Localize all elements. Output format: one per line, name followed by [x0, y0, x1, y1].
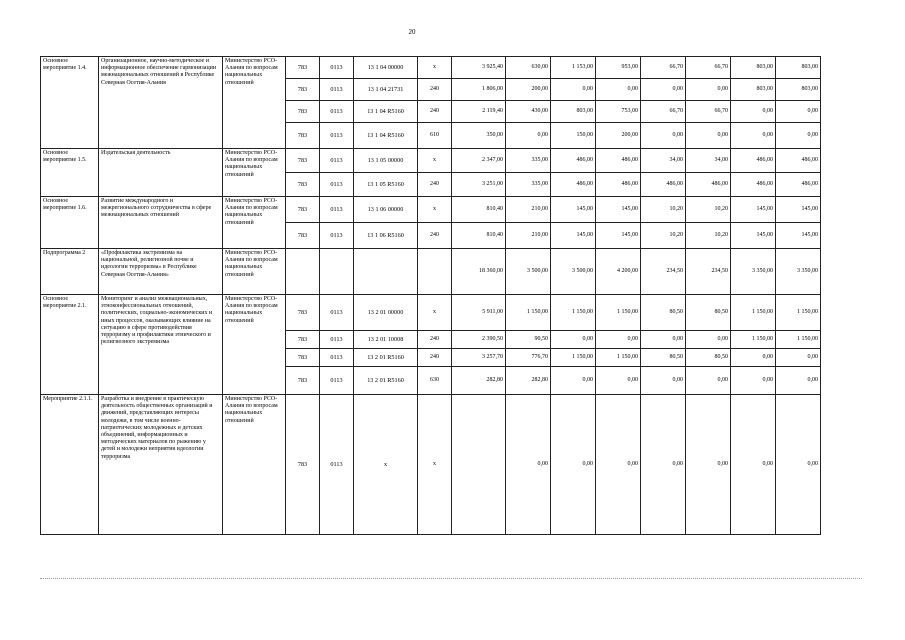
total-amount-cell: 2 119,40: [452, 101, 506, 123]
section-code-cell: [320, 249, 354, 295]
year-amount-cell: 282,80: [506, 367, 551, 395]
total-amount-cell: 282,80: [452, 367, 506, 395]
year-amount-cell: 1 150,00: [731, 295, 776, 331]
section-code-cell: 0113: [320, 349, 354, 367]
year-amount-cell: 0,00: [551, 331, 596, 349]
target-article-cell: 13 1 06 R5160: [354, 223, 418, 249]
total-amount-cell: 810,40: [452, 197, 506, 223]
year-amount-cell: 0,00: [776, 123, 821, 149]
group-name-cell: Основное мероприятие 1.5.: [41, 149, 99, 197]
year-amount-cell: 486,00: [551, 149, 596, 173]
expense-type-cell: 240: [418, 101, 452, 123]
expense-type-cell: x: [418, 395, 452, 535]
year-amount-cell: 0,00: [596, 331, 641, 349]
target-article-cell: x: [354, 395, 418, 535]
year-amount-cell: 0,00: [776, 367, 821, 395]
total-amount-cell: 3 251,00: [452, 173, 506, 197]
year-amount-cell: 150,00: [551, 123, 596, 149]
year-amount-cell: 0,00: [686, 331, 731, 349]
target-article-cell: 13 1 04 R5160: [354, 101, 418, 123]
year-amount-cell: 34,00: [686, 149, 731, 173]
year-amount-cell: 0,00: [731, 395, 776, 535]
year-amount-cell: 1 150,00: [776, 331, 821, 349]
year-amount-cell: 753,00: [596, 101, 641, 123]
year-amount-cell: 0,00: [641, 367, 686, 395]
total-amount-cell: 2 390,50: [452, 331, 506, 349]
total-amount-cell: 5 911,00: [452, 295, 506, 331]
year-amount-cell: 145,00: [551, 223, 596, 249]
target-article-cell: 13 2 01 R5160: [354, 349, 418, 367]
year-amount-cell: 80,50: [686, 349, 731, 367]
page-bottom-rule: [40, 578, 862, 579]
total-amount-cell: 3 925,40: [452, 57, 506, 79]
target-article-cell: 13 2 01 R5160: [354, 367, 418, 395]
target-article-cell: 13 2 01 00000: [354, 295, 418, 331]
year-amount-cell: 0,00: [731, 101, 776, 123]
year-amount-cell: 90,50: [506, 331, 551, 349]
total-amount-cell: 810,40: [452, 223, 506, 249]
year-amount-cell: 145,00: [596, 223, 641, 249]
group-name-cell: Подпрограмма 2: [41, 249, 99, 295]
year-amount-cell: 0,00: [776, 101, 821, 123]
group-description-cell: Мониторинг и анализ межнациональных, этноконфессиональных отношений, политических, социально-экономических и иных процессов, оказывающих влияние на ситуацию в сфере противодействия терроризму и профилактики этнического и религиозного экстремизма: [99, 295, 223, 395]
year-amount-cell: 66,70: [686, 57, 731, 79]
grbs-code-cell: 783: [286, 367, 320, 395]
expense-type-cell: 240: [418, 223, 452, 249]
year-amount-cell: 66,70: [641, 101, 686, 123]
grbs-code-cell: 783: [286, 223, 320, 249]
year-amount-cell: 0,00: [686, 367, 731, 395]
group-executor-cell: Министерство РСО-Алания по вопросам национальных отношений: [223, 295, 286, 395]
year-amount-cell: 1 150,00: [596, 349, 641, 367]
year-amount-cell: 210,00: [506, 197, 551, 223]
year-amount-cell: 0,00: [551, 79, 596, 101]
year-amount-cell: 1 150,00: [551, 349, 596, 367]
year-amount-cell: 803,00: [776, 57, 821, 79]
year-amount-cell: 200,00: [506, 79, 551, 101]
group-name-cell: Основное мероприятие 1.4.: [41, 57, 99, 149]
target-article-cell: 13 1 06 00000: [354, 197, 418, 223]
year-amount-cell: 0,00: [596, 79, 641, 101]
year-amount-cell: 0,00: [731, 367, 776, 395]
year-amount-cell: 0,00: [551, 395, 596, 535]
target-article-cell: [354, 249, 418, 295]
expense-type-cell: 610: [418, 123, 452, 149]
year-amount-cell: 3 500,00: [506, 249, 551, 295]
year-amount-cell: 145,00: [776, 223, 821, 249]
year-amount-cell: 486,00: [776, 173, 821, 197]
year-amount-cell: 0,00: [731, 123, 776, 149]
year-amount-cell: 10,20: [641, 223, 686, 249]
total-amount-cell: 3 257,70: [452, 349, 506, 367]
group-executor-cell: Министерство РСО-Алания по вопросам национальных отношений: [223, 149, 286, 197]
group-description-cell: «Профилактика экстремизма на национальной, религиозной почве и идеологии терроризма» в Республике Северная Осетия-Алания»: [99, 249, 223, 295]
group-description-cell: Разработка и внедрение в практическую деятельность общественных организаций и движений, представляющих интересы молодежи, в том числе военно-патриотических молодежных и детских объединений, информационных и методических материалов по рыжению у детей и молодежи неприятия идеологии терроризма: [99, 395, 223, 535]
year-amount-cell: 0,00: [641, 331, 686, 349]
year-amount-cell: 953,00: [596, 57, 641, 79]
year-amount-cell: 0,00: [506, 395, 551, 535]
year-amount-cell: 145,00: [731, 197, 776, 223]
table-row: [41, 395, 862, 535]
section-code-cell: 0113: [320, 173, 354, 197]
year-amount-cell: 803,00: [731, 57, 776, 79]
page-number: 20: [408, 28, 416, 36]
year-amount-cell: 210,00: [506, 223, 551, 249]
year-amount-cell: 34,00: [641, 149, 686, 173]
section-code-cell: 0113: [320, 223, 354, 249]
grbs-code-cell: [286, 249, 320, 295]
year-amount-cell: 80,50: [641, 295, 686, 331]
grbs-code-cell: 783: [286, 395, 320, 535]
year-amount-cell: 0,00: [641, 395, 686, 535]
year-amount-cell: 145,00: [551, 197, 596, 223]
target-article-cell: 13 1 05 00000: [354, 149, 418, 173]
section-code-cell: 0113: [320, 331, 354, 349]
section-code-cell: 0113: [320, 395, 354, 535]
year-amount-cell: 486,00: [596, 149, 641, 173]
year-amount-cell: 80,50: [641, 349, 686, 367]
table-row: [41, 149, 862, 173]
year-amount-cell: 1 150,00: [506, 295, 551, 331]
target-article-cell: 13 1 04 00000: [354, 57, 418, 79]
year-amount-cell: 0,00: [776, 349, 821, 367]
budget-table: [40, 56, 862, 535]
expense-type-cell: x: [418, 149, 452, 173]
year-amount-cell: 335,00: [506, 173, 551, 197]
year-amount-cell: 776,70: [506, 349, 551, 367]
expense-type-cell: 630: [418, 367, 452, 395]
year-amount-cell: 0,00: [641, 123, 686, 149]
section-code-cell: 0113: [320, 101, 354, 123]
grbs-code-cell: 783: [286, 331, 320, 349]
expense-type-cell: x: [418, 197, 452, 223]
grbs-code-cell: 783: [286, 149, 320, 173]
year-amount-cell: 486,00: [641, 173, 686, 197]
section-code-cell: 0113: [320, 149, 354, 173]
group-description-cell: Издательская деятельность: [99, 149, 223, 197]
section-code-cell: 0113: [320, 79, 354, 101]
year-amount-cell: 0,00: [596, 395, 641, 535]
section-code-cell: 0113: [320, 123, 354, 149]
year-amount-cell: 486,00: [731, 173, 776, 197]
total-amount-cell: 350,00: [452, 123, 506, 149]
target-article-cell: 13 1 04 R5160: [354, 123, 418, 149]
total-amount-cell: 18 360,00: [452, 249, 506, 295]
grbs-code-cell: 783: [286, 57, 320, 79]
year-amount-cell: 66,70: [686, 101, 731, 123]
year-amount-cell: 486,00: [551, 173, 596, 197]
section-code-cell: 0113: [320, 197, 354, 223]
year-amount-cell: 0,00: [686, 79, 731, 101]
group-name-cell: Основное мероприятие 2.1.: [41, 295, 99, 395]
year-amount-cell: 10,20: [641, 197, 686, 223]
year-amount-cell: 3 350,00: [731, 249, 776, 295]
target-article-cell: 13 1 04 21731: [354, 79, 418, 101]
year-amount-cell: 1 150,00: [596, 295, 641, 331]
table-row: [41, 249, 862, 295]
year-amount-cell: 4 200,00: [596, 249, 641, 295]
total-amount-cell: 1 806,00: [452, 79, 506, 101]
group-executor-cell: Министерство РСО-Алания по вопросам национальных отношений: [223, 57, 286, 149]
expense-type-cell: [418, 249, 452, 295]
grbs-code-cell: 783: [286, 79, 320, 101]
section-code-cell: 0113: [320, 57, 354, 79]
year-amount-cell: 234,50: [686, 249, 731, 295]
grbs-code-cell: 783: [286, 173, 320, 197]
group-name-cell: Мероприятие 2.1.1.: [41, 395, 99, 535]
year-amount-cell: 200,00: [596, 123, 641, 149]
grbs-code-cell: 783: [286, 123, 320, 149]
year-amount-cell: 0,00: [731, 349, 776, 367]
year-amount-cell: 0,00: [551, 367, 596, 395]
year-amount-cell: 1 150,00: [551, 295, 596, 331]
grbs-code-cell: 783: [286, 101, 320, 123]
target-article-cell: 13 2 01 10008: [354, 331, 418, 349]
group-executor-cell: Министерство РСО-Алания по вопросам национальных отношений: [223, 395, 286, 535]
year-amount-cell: 803,00: [776, 79, 821, 101]
year-amount-cell: 3 500,00: [551, 249, 596, 295]
section-code-cell: 0113: [320, 367, 354, 395]
year-amount-cell: 335,00: [506, 149, 551, 173]
year-amount-cell: 0,00: [686, 123, 731, 149]
table-row: [41, 197, 862, 223]
year-amount-cell: 430,00: [506, 101, 551, 123]
grbs-code-cell: 783: [286, 295, 320, 331]
group-description-cell: Развитие международного и межрегионального сотрудничества в сфере межнациональных отношений: [99, 197, 223, 249]
year-amount-cell: 0,00: [686, 395, 731, 535]
table-row: [41, 295, 862, 331]
expense-type-cell: 240: [418, 349, 452, 367]
year-amount-cell: 66,70: [641, 57, 686, 79]
year-amount-cell: 630,00: [506, 57, 551, 79]
year-amount-cell: 3 350,00: [776, 249, 821, 295]
target-article-cell: 13 1 05 R5160: [354, 173, 418, 197]
year-amount-cell: 1 150,00: [776, 295, 821, 331]
year-amount-cell: 486,00: [686, 173, 731, 197]
year-amount-cell: 234,50: [641, 249, 686, 295]
table-row: [41, 57, 862, 79]
year-amount-cell: 10,20: [686, 223, 731, 249]
grbs-code-cell: 783: [286, 197, 320, 223]
year-amount-cell: 145,00: [596, 197, 641, 223]
expense-type-cell: 240: [418, 331, 452, 349]
total-amount-cell: 2 347,00: [452, 149, 506, 173]
expense-type-cell: 240: [418, 173, 452, 197]
expense-type-cell: x: [418, 57, 452, 79]
year-amount-cell: 10,20: [686, 197, 731, 223]
year-amount-cell: 145,00: [731, 223, 776, 249]
year-amount-cell: 486,00: [731, 149, 776, 173]
section-code-cell: 0113: [320, 295, 354, 331]
year-amount-cell: 0,00: [596, 367, 641, 395]
group-executor-cell: Министерство РСО-Алания по вопросам национальных отношений: [223, 197, 286, 249]
year-amount-cell: 0,00: [776, 395, 821, 535]
year-amount-cell: 0,00: [641, 79, 686, 101]
year-amount-cell: 1 153,00: [551, 57, 596, 79]
year-amount-cell: 486,00: [776, 149, 821, 173]
year-amount-cell: 803,00: [731, 79, 776, 101]
group-description-cell: Организационное, научно-методическое и информационное обеспечение гармонизации межнациональных отношений в Республике Северная Осетия-Алания: [99, 57, 223, 149]
year-amount-cell: 486,00: [596, 173, 641, 197]
year-amount-cell: 80,50: [686, 295, 731, 331]
year-amount-cell: 1 150,00: [731, 331, 776, 349]
expense-type-cell: x: [418, 295, 452, 331]
expense-type-cell: 240: [418, 79, 452, 101]
total-amount-cell: [452, 395, 506, 535]
grbs-code-cell: 783: [286, 349, 320, 367]
group-executor-cell: Министерство РСО-Алания по вопросам национальных отношений: [223, 249, 286, 295]
year-amount-cell: 0,00: [506, 123, 551, 149]
group-name-cell: Основное мероприятие 1.6.: [41, 197, 99, 249]
year-amount-cell: 803,00: [551, 101, 596, 123]
year-amount-cell: 145,00: [776, 197, 821, 223]
